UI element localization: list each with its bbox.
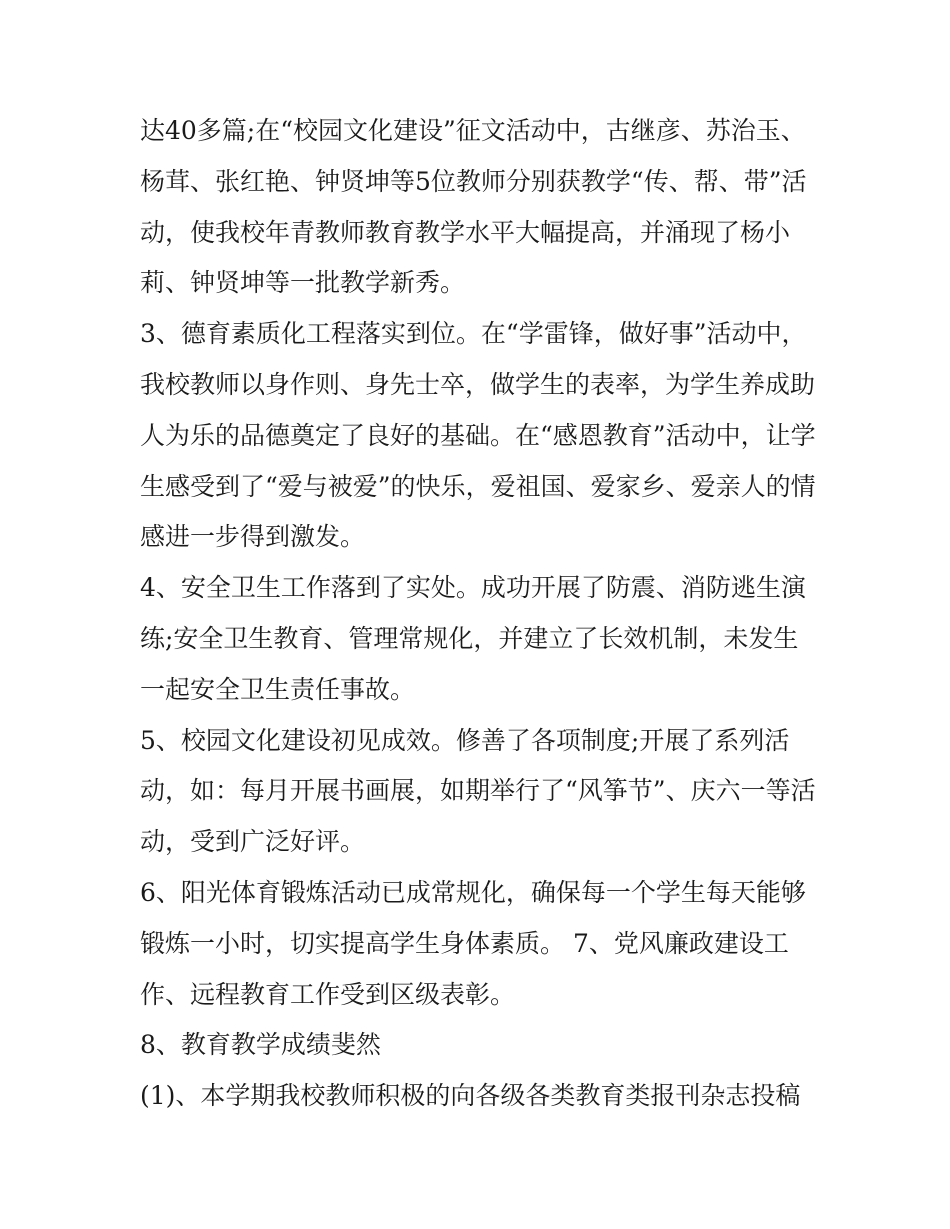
text-line: 4、安全卫生工作落到了实处。成功开展了防震、消防逃生演 bbox=[140, 573, 806, 603]
text-line: 动，受到广泛好评。 bbox=[140, 827, 366, 857]
text-line: 练;安全卫生教育、管理常规化，并建立了长效机制，未发生 bbox=[140, 623, 799, 653]
text-line: 5、校园文化建设初见成效。修善了各项制度;开展了系列活 bbox=[140, 725, 790, 755]
document-body bbox=[140, 106, 820, 1122]
text-line: 锻炼一小时，切实提高学生身体素质。 7、党风廉政建设工 bbox=[140, 928, 789, 958]
text-line: 我校教师以身作则、身先士卒，做学生的表率，为学生养成助 bbox=[140, 369, 816, 399]
text-line: (1)、本学期我校教师积极的向各级各类教育类报刊杂志投稿 bbox=[140, 1081, 801, 1111]
text-line: 杨茸、张红艳、钟贤坤等5位教师分别获教学“传、帮、带”活 bbox=[140, 166, 807, 196]
text-line: 人为乐的品德奠定了良好的基础。在“感恩教育”活动中，让学 bbox=[140, 420, 816, 450]
text-line: 6、阳光体育锻炼活动已成常规化，确保每一个学生每天能够 bbox=[140, 877, 806, 907]
text-line: 作、远程教育工作受到区级表彰。 bbox=[140, 979, 516, 1009]
text-line: 动，使我校年青教师教育教学水平大幅提高，并涌现了杨小 bbox=[140, 217, 791, 247]
text-line: 一起安全卫生责任事故。 bbox=[140, 674, 416, 704]
text-line: 3、德育素质化工程落实到位。在“学雷锋，做好事”活动中， bbox=[140, 319, 807, 349]
text-line: 8、教育教学成绩斐然 bbox=[140, 1030, 381, 1060]
text-line: 达40多篇;在“校园文化建设”征文活动中，古继彦、苏治玉、 bbox=[140, 116, 806, 145]
text-line: 生感受到了“爱与被爱”的快乐，爱祖国、爱家乡、爱亲人的情 bbox=[140, 471, 816, 501]
text-line: 动，如：每月开展书画展，如期举行了“风筝节”、庆六一等活 bbox=[140, 776, 816, 806]
text-line: 莉、钟贤坤等一批教学新秀。 bbox=[140, 268, 466, 298]
text-line: 感进一步得到激发。 bbox=[140, 522, 366, 552]
